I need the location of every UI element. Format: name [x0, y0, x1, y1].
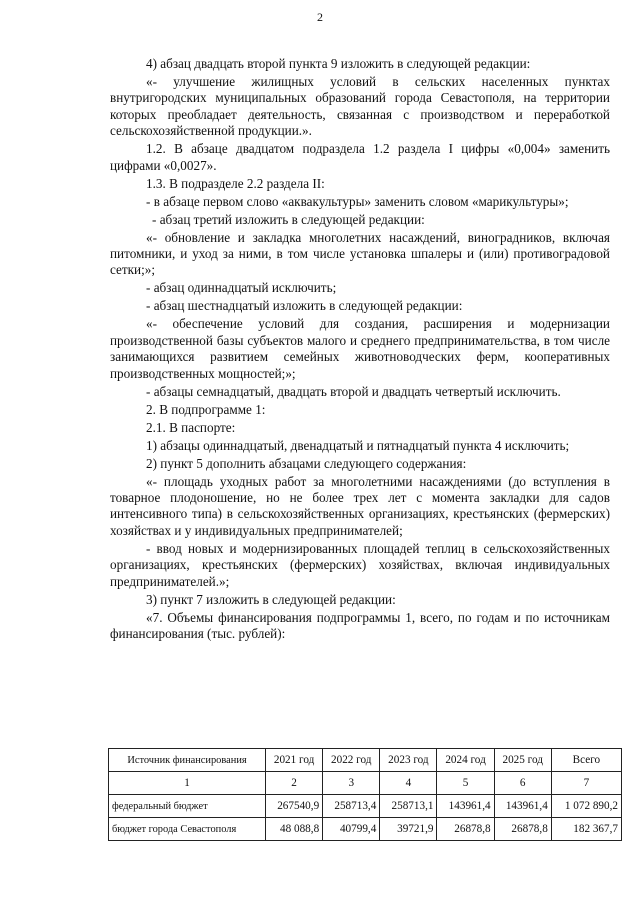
column-number: 5 — [437, 772, 494, 795]
quoted-paragraph-plantings: «- обновление и закладка многолетних насаждений, виноградников, включая питомники, и уход за ними, в том числе установка шпалеры и (или) противоградовой сетки;»; — [110, 229, 610, 278]
quoted-paragraph-financing: «7. Объемы финансирования подпрограммы 1, всего, по годам и по источникам финансирования (тыс. рублей): — [110, 609, 610, 642]
table-cell: 39721,9 — [380, 818, 437, 841]
page-number: 2 — [317, 10, 323, 24]
table-cell: 267540,9 — [266, 795, 323, 818]
paragraph-2-1: 2.1. В паспорте: — [146, 419, 236, 435]
quoted-paragraph-production-base: «- обеспечение условий для создания, расширения и модернизации производственной базы субъектов малого и среднего предпринимательства, в том числе занимающихся развитием семейных животноводческих ферм, кооперативных производственных мощностей;»; — [110, 316, 610, 381]
column-number: 6 — [494, 772, 551, 795]
table-cell: бюджет города Севастополя — [109, 818, 266, 841]
paragraph-aquaculture: - в абзаце первом слово «аквакультуры» заменить словом «марикультуры»; — [146, 193, 569, 209]
table-cell: 26878,8 — [494, 818, 551, 841]
paragraph-sixteenth-abzac: - абзац шестнадцатый изложить в следующей редакции: — [146, 298, 463, 314]
column-header: 2021 год — [266, 749, 323, 772]
financing-table — [108, 748, 622, 841]
paragraph-third-abzac: - абзац третий изложить в следующей редакции: — [152, 211, 425, 227]
paragraph-exclude-abzacs: - абзацы семнадцатый, двадцать второй и двадцать четвертый исключить. — [146, 383, 561, 399]
column-number: 1 — [109, 772, 266, 795]
column-number: 4 — [380, 772, 437, 795]
table-row — [109, 795, 622, 818]
table-cell: 182 367,7 — [551, 818, 621, 841]
table-cell: 40799,4 — [323, 818, 380, 841]
column-header: Всего — [551, 749, 621, 772]
paragraph-section-2: 2. В подпрограмме 1: — [146, 401, 266, 417]
table-row — [109, 818, 622, 841]
paragraph-item-4: 4) абзац двадцать второй пункта 9 изложить в следующей редакции: — [146, 56, 531, 71]
column-header: 2023 год — [380, 749, 437, 772]
column-header: 2022 год — [323, 749, 380, 772]
column-number: 2 — [266, 772, 323, 795]
table-cell: 258713,1 — [380, 795, 437, 818]
quoted-paragraph-care-area: «- площадь уходных работ за многолетними насаждениями (до вступления в товарное плодоношение, но не более трех лет с момента закладки для садов интенсивного типа) в сельскохозяйственных организациях, крестьянских (фермерских) хозяйствах и у индивидуальных предпринимателей; — [110, 473, 610, 538]
table-number-row — [109, 772, 622, 795]
quoted-paragraph-housing: «- улучшение жилищных условий в сельских населенных пунктах внутригородских муниципальных образований города Севастополя, на территории которых преобладает деятельность, связанная с производством и переработкой сельскохозяйственной продукции.». — [110, 74, 610, 139]
paragraph-1-3: 1.3. В подразделе 2.2 раздела II: — [146, 175, 325, 191]
paragraph-1-2: 1.2. В абзаце двадцатом подраздела 1.2 раздела I цифры «0,004» заменить цифрами «0,0027». — [110, 141, 610, 173]
table-cell: 1 072 890,2 — [551, 795, 621, 818]
column-header: Источник финансирования — [109, 749, 266, 772]
table-cell: 258713,4 — [323, 795, 380, 818]
column-number: 7 — [551, 772, 621, 795]
table-cell: федеральный бюджет — [109, 795, 266, 818]
column-header: 2024 год — [437, 749, 494, 772]
table-cell: 143961,4 — [494, 795, 551, 818]
paragraph-eleventh-abzac: - абзац одиннадцатый исключить; — [146, 280, 337, 296]
column-number: 3 — [323, 772, 380, 795]
paragraph-item-1: 1) абзацы одиннадцатый, двенадцатый и пятнадцатый пункта 4 исключить; — [146, 437, 570, 453]
table-header-row — [109, 749, 622, 772]
table-cell: 48 088,8 — [266, 818, 323, 841]
paragraph-item-2: 2) пункт 5 дополнить абзацами следующего содержания: — [146, 455, 467, 471]
column-header: 2025 год — [494, 749, 551, 772]
document-body — [110, 56, 610, 644]
quoted-paragraph-greenhouses: - ввод новых и модернизированных площадей теплиц в сельскохозяйственных организациях, крестьянских (фермерских) хозяйствах, включая индивидуальных предпринимателей.»; — [110, 540, 610, 589]
table-cell: 143961,4 — [437, 795, 494, 818]
table-cell: 26878,8 — [437, 818, 494, 841]
paragraph-item-3: 3) пункт 7 изложить в следующей редакции: — [146, 591, 396, 607]
